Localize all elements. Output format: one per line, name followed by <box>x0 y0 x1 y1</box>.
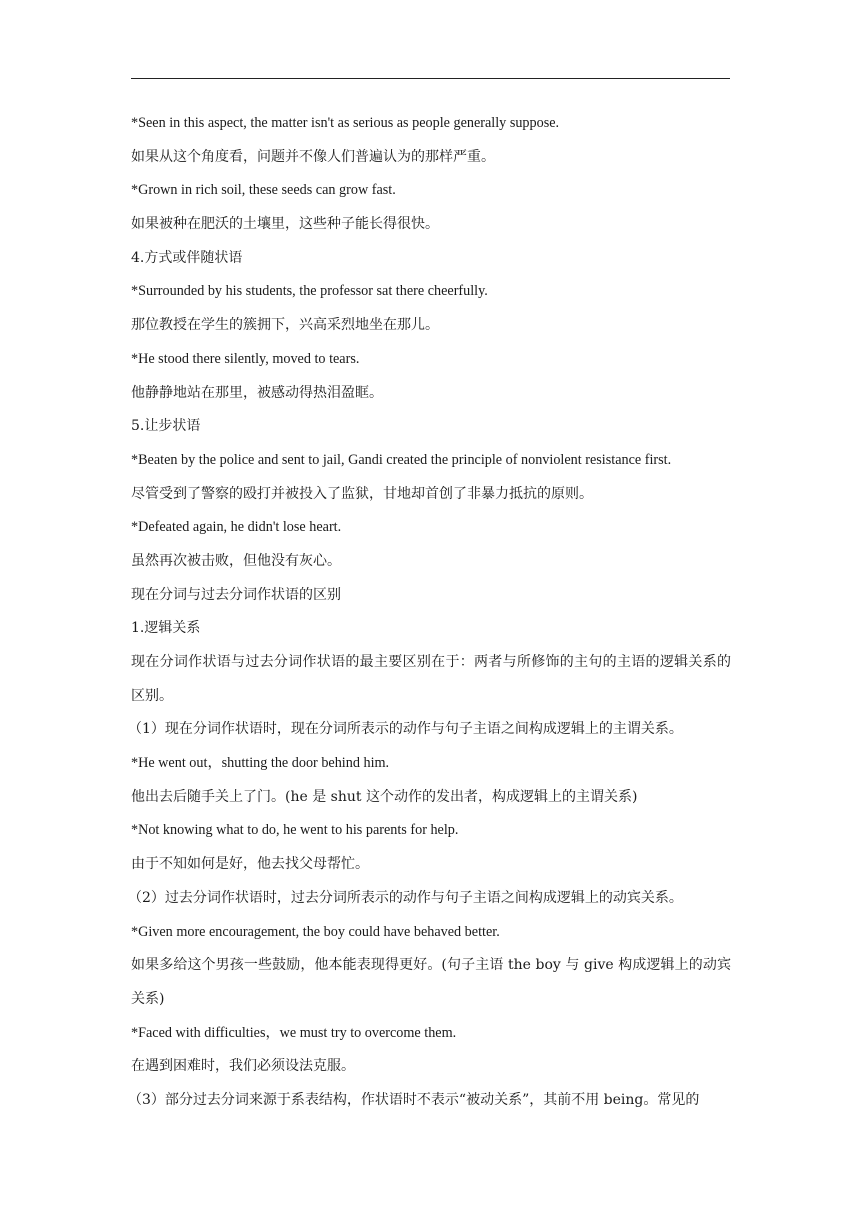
section-heading: 5.让步状语 <box>131 418 201 435</box>
translation-line: 那位教授在学生的簇拥下，兴高采烈地坐在那儿。 <box>131 317 439 334</box>
example-sentence: *Seen in this aspect, the matter isn't as serious as people generally suppose. <box>131 115 560 131</box>
translation-line: 在遇到困难时，我们必须设法克服。 <box>131 1058 355 1075</box>
example-sentence: *Defeated again, he didn't lose heart. <box>131 519 342 536</box>
paragraph: 现在分词作状语与过去分词作状语的最主要区别在于：两者与所修饰的主句的主语的逻辑关系的区别。 <box>131 654 731 704</box>
example-sentence: *Beaten by the police and sent to jail, Gandi created the principle of nonviolent resistance first. <box>131 451 672 468</box>
translation-line: 他静静地站在那里，被感动得热泪盈眶。 <box>131 384 383 401</box>
translation-line: （2）过去分词作状语时，过去分词所表示的动作与句子主语之间构成逻辑上的动宾关系。 <box>128 889 683 906</box>
example-sentence: *Grown in rich soil, these seeds can grow fast. <box>131 182 396 199</box>
example-sentence: *He stood there silently, moved to tears. <box>131 350 360 367</box>
document-body <box>128 107 735 1118</box>
example-sentence: *Surrounded by his students, the professor sat there cheerfully. <box>131 283 488 300</box>
section-heading: 1.逻辑关系 <box>131 620 201 637</box>
example-sentence: *Not knowing what to do, he went to his parents for help. <box>131 822 459 839</box>
translation-line: 由于不知如何是好，他去找父母帮忙。 <box>131 856 369 873</box>
translation-line: 尽管受到了警察的殴打并被投入了监狱，甘地却首创了非暴力抵抗的原则。 <box>131 485 593 502</box>
translation-line: 如果被种在肥沃的土壤里，这些种子能长得很快。 <box>131 216 439 233</box>
translation-line: 虽然再次被击败，但他没有灰心。 <box>131 552 341 569</box>
section-heading: 4.方式或伴随状语 <box>131 249 243 266</box>
header-rule <box>131 78 730 79</box>
translation-line: 如果从这个角度看，问题并不像人们普遍认为的那样严重。 <box>131 148 495 165</box>
example-sentence: *He went out，shutting the door behind him. <box>131 755 390 772</box>
example-sentence: *Given more encouragement, the boy could have behaved better. <box>131 923 500 940</box>
translation-line: （3）部分过去分词来源于系表结构，作状语时不表示“被动关系”，其前不用 being。常见的 <box>128 1092 700 1108</box>
example-sentence: *Faced with difficulties，we must try to overcome them. <box>131 1024 457 1041</box>
paragraph: 如果多给这个男孩一些鼓励，他本能表现得更好。(句子主语 the boy 与 give 构成逻辑上的动宾关系) <box>131 957 731 1007</box>
translation-line: 他出去后随手关上了门。(he 是 shut 这个动作的发出者，构成逻辑上的主谓关系) <box>131 788 638 805</box>
translation-line: （1）现在分词作状语时，现在分词所表示的动作与句子主语之间构成逻辑上的主谓关系。 <box>128 721 683 738</box>
section-heading: 现在分词与过去分词作状语的区别 <box>131 586 341 603</box>
